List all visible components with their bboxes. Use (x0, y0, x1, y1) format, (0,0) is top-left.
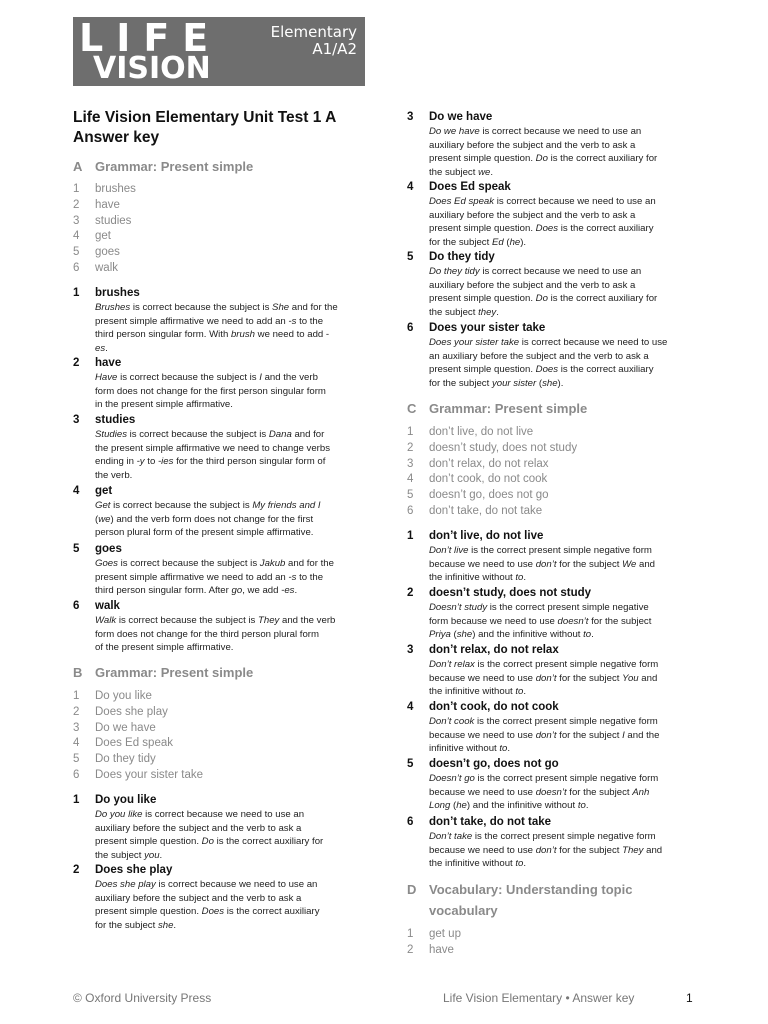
explanation-line: infinitive without to. (429, 743, 511, 754)
explanation-heading (407, 700, 697, 715)
explanation-item (407, 586, 697, 642)
answer-item (73, 768, 203, 784)
explanation-heading (407, 586, 697, 601)
answer-text: Does your sister take (95, 768, 204, 781)
section-title-line2: vocabulary (429, 903, 498, 918)
explanation-answer: Does your sister take (429, 322, 546, 334)
answer-text: brushes (95, 183, 136, 195)
answer-item (407, 425, 577, 441)
explanation-number: 4 (407, 701, 414, 713)
explanation-number: 3 (407, 111, 414, 123)
explanation-line: Brushes is correct because the subject is She and for the (95, 302, 338, 313)
explanation-item (407, 110, 697, 179)
explanation-heading (407, 250, 697, 265)
explanation-line: present simple affirmative we need to add an -s to the (95, 315, 324, 327)
explanation-item (407, 700, 697, 756)
explanation-line: Get is correct because the subject is My friends and I (95, 500, 321, 511)
answer-item (73, 705, 203, 721)
footer-book-title: Life Vision Elementary • Answer key (443, 991, 635, 1005)
explanation-heading (73, 356, 373, 371)
explanation-item (73, 413, 373, 482)
section-title: Grammar: Present simple (429, 401, 588, 416)
explanation-line: the infinitive without to. (429, 858, 527, 869)
answer-text: don’t relax, do not relax (429, 457, 549, 470)
explanation-item (407, 529, 697, 585)
explanation-line: Goes is correct because the subject is Jakub and for the (95, 558, 334, 569)
explanation-line: Don’t cook is the correct present simple negative form (429, 716, 658, 727)
explanation-answer: doesn’t study, does not study (429, 587, 592, 599)
explanation-number: 2 (407, 587, 414, 599)
explanation-line: the subject we. (429, 166, 494, 178)
explanation-line: present simple question. Does is the correct auxiliary (429, 223, 654, 234)
explanation-line: in the present simple affirmative. (95, 399, 233, 410)
section-b-heading (73, 662, 253, 683)
explanation-answer: don’t take, do not take (429, 816, 552, 828)
explanation-answer: studies (95, 414, 136, 426)
explanation-heading (73, 863, 373, 878)
explanation-number: 5 (407, 251, 414, 263)
explanation-line: Don’t relax is the correct present simple negative form (429, 659, 659, 670)
explanation-line: Priya (she) and the infinitive without to. (429, 629, 594, 640)
explanation-line: ending in -y to -ies for the third person singular form of (95, 456, 326, 467)
section-letter: D (407, 882, 417, 897)
explanation-line: Do we have is correct because we need to use an (429, 126, 642, 137)
answer-number: 2 (73, 198, 80, 211)
explanation-line: Doesn’t study is the correct present simple negative (429, 602, 649, 613)
explanation-line: Do they tidy is correct because we need to use an (429, 266, 642, 277)
answer-text: get (95, 230, 111, 243)
explanation-answer: don’t cook, do not cook (429, 701, 559, 713)
explanation-line: Does Ed speak is correct because we need to use an (429, 196, 656, 207)
logo-word-vision: VISION (93, 51, 211, 86)
explanation-line: the present simple affirmative we need to change verbs (95, 442, 330, 454)
answer-item (73, 198, 136, 214)
explanation-text (429, 336, 697, 390)
life-vision-logo (73, 17, 365, 86)
section-d-answer-list (407, 927, 461, 959)
answer-text: don’t live, do not live (429, 426, 534, 438)
explanation-line: of the present simple affirmative. (95, 642, 234, 653)
explanation-number: 6 (73, 600, 80, 612)
section-title (429, 879, 632, 921)
answer-number: 2 (407, 943, 414, 956)
explanation-line: the subject they. (429, 306, 499, 318)
explanation-line: form does not change for the third person plural form (95, 628, 319, 640)
section-letter: B (73, 665, 83, 680)
answer-text: Do they tidy (95, 753, 156, 766)
explanation-answer: don’t live, do not live (429, 530, 544, 542)
explanation-line: auxiliary before the subject and the verb to ask a (429, 139, 636, 151)
explanation-answer: Do you like (95, 794, 157, 806)
explanation-number: 4 (407, 181, 414, 193)
explanation-answer: Does Ed speak (429, 181, 511, 193)
answer-number: 5 (73, 753, 80, 766)
explanation-item (407, 321, 697, 390)
explanation-line: auxiliary before the subject and the verb to ask a (95, 892, 302, 904)
explanation-line: (we) and the verb form does not change for the first (95, 513, 314, 525)
section-b-answer-list (73, 689, 203, 784)
answer-text: Does Ed speak (95, 737, 173, 750)
explanation-line: for the subject she. (95, 919, 177, 931)
answer-item (407, 943, 461, 959)
answer-number: 3 (73, 214, 80, 227)
document-title-line1: Life Vision Elementary Unit Test 1 A (73, 109, 337, 126)
explanation-number: 1 (73, 287, 80, 299)
answer-number: 2 (407, 441, 414, 454)
explanation-number: 2 (73, 357, 80, 369)
explanation-line: form because we need to use doesn’t for the subject (429, 615, 652, 627)
answer-number: 6 (73, 261, 80, 274)
explanation-number: 6 (407, 816, 414, 828)
explanation-line: for the subject Ed (he). (429, 236, 527, 248)
explanation-answer: Do they tidy (429, 251, 495, 263)
explanation-heading (73, 599, 373, 614)
explanation-line: the infinitive without to. (429, 686, 527, 697)
document-title (73, 108, 373, 148)
explanation-text (95, 614, 373, 655)
answer-item (73, 182, 136, 198)
answer-text: goes (95, 246, 120, 259)
answer-item (73, 245, 136, 261)
answer-item (73, 261, 136, 277)
section-title-line1: Vocabulary: Understanding topic (429, 882, 633, 897)
answer-item (73, 752, 203, 768)
explanation-item (73, 484, 373, 540)
explanation-text (429, 195, 697, 249)
answer-item (407, 927, 461, 943)
explanation-item (73, 793, 373, 862)
explanation-text (95, 428, 373, 482)
explanation-line: present simple question. Do is the correct auxiliary for (95, 836, 324, 847)
explanation-heading (407, 529, 697, 544)
explanation-line: because we need to use don’t for the subject You and (429, 672, 658, 684)
explanation-answer: Do we have (429, 111, 493, 123)
answer-text: Do we have (95, 721, 156, 734)
explanation-number: 5 (407, 758, 414, 770)
section-d-heading (407, 879, 632, 921)
section-c-answer-list (407, 425, 577, 520)
explanation-line: for the subject your sister (she). (429, 377, 564, 389)
explanation-line: Studies is correct because the subject is Dana and for (95, 429, 325, 440)
explanation-line: es. (95, 342, 108, 354)
logo-level-name: Elementary (270, 23, 357, 41)
logo-level-code: A1/A2 (312, 40, 357, 58)
explanation-answer: brushes (95, 287, 140, 299)
explanation-line: Walk is correct because the subject is They and the verb (95, 615, 336, 626)
explanation-heading (407, 321, 697, 336)
explanation-line: present simple question. Do is the correct auxiliary for (429, 153, 658, 164)
answer-number: 6 (407, 504, 414, 517)
explanation-line: third person singular form. After go, we add -es. (95, 585, 298, 596)
explanation-text (95, 371, 373, 412)
answer-number: 1 (73, 183, 80, 195)
explanation-item (407, 757, 697, 813)
section-a-heading (73, 156, 253, 177)
explanation-line: Long (he) and the infinitive without to. (429, 800, 589, 811)
answer-number: 1 (73, 690, 80, 702)
explanation-heading (73, 286, 373, 301)
explanation-item (73, 356, 373, 412)
explanation-line: because we need to use don’t for the subject We and (429, 558, 655, 570)
explanation-text (429, 544, 697, 585)
explanation-line: the verb. (95, 469, 133, 481)
explanation-line: Don’t take is the correct present simple negative form (429, 831, 656, 842)
answer-number: 1 (407, 426, 414, 438)
explanation-heading (73, 542, 373, 557)
answer-item (73, 721, 203, 737)
explanation-line: auxiliary before the subject and the verb to ask a (429, 209, 636, 221)
explanation-answer: walk (95, 600, 120, 612)
explanation-heading (407, 180, 697, 195)
explanation-line: the subject you. (95, 849, 163, 861)
section-title: Grammar: Present simple (95, 665, 254, 680)
answer-number: 1 (407, 928, 414, 940)
explanation-answer: have (95, 357, 122, 369)
answer-item (407, 472, 577, 488)
explanation-line: auxiliary before the subject and the verb to ask a (95, 822, 302, 834)
explanation-number: 1 (407, 530, 414, 542)
explanation-line: Do you like is correct because we need to use an (95, 809, 305, 820)
explanation-answer: goes (95, 543, 122, 555)
explanation-heading (407, 757, 697, 772)
explanation-line: form does not change for the first person singular form (95, 385, 326, 397)
answer-item (407, 457, 577, 473)
answer-number: 5 (407, 489, 414, 502)
explanation-text (95, 301, 373, 355)
explanation-text (429, 265, 697, 319)
answer-text: walk (95, 261, 119, 274)
explanation-line: Doesn’t go is the correct present simple negative form (429, 773, 659, 784)
page-number: 1 (686, 991, 693, 1005)
explanation-line: Don’t live is the correct present simple negative form (429, 545, 652, 556)
answer-item (73, 214, 136, 230)
logo-level (271, 24, 357, 58)
explanation-line: because we need to use don’t for the subject They and (429, 844, 663, 856)
answer-text: don’t take, do not take (429, 504, 543, 517)
answer-number: 4 (407, 473, 414, 486)
explanation-text (429, 772, 697, 813)
answer-text: Do you like (95, 690, 152, 702)
answer-item (407, 441, 577, 457)
explanation-number: 5 (73, 543, 80, 555)
answer-number: 3 (407, 457, 414, 470)
explanation-number: 6 (407, 322, 414, 334)
explanation-line: Does your sister take is correct because we need to use (429, 337, 668, 348)
explanation-line: Have is correct because the subject is I and the verb (95, 372, 318, 383)
explanation-line: person plural form of the present simple affirmative. (95, 527, 314, 538)
explanation-item (73, 863, 373, 932)
answer-number: 6 (73, 768, 80, 781)
explanation-text (95, 499, 373, 540)
explanation-line: an auxiliary before the subject and the verb to ask a (429, 350, 649, 362)
answer-text: have (95, 198, 120, 211)
explanation-number: 3 (73, 414, 80, 426)
answer-item (407, 504, 577, 520)
answer-text: don’t cook, do not cook (429, 473, 548, 486)
explanation-line: present simple question. Does is the correct auxiliary (429, 364, 654, 375)
answer-item (73, 229, 136, 245)
explanation-heading (407, 815, 697, 830)
explanation-number: 2 (73, 864, 80, 876)
explanation-item (73, 542, 373, 598)
explanation-answer: doesn’t go, does not go (429, 758, 559, 770)
answer-item (73, 736, 203, 752)
explanation-text (429, 830, 697, 871)
explanation-item (73, 599, 373, 655)
answer-text: Does she play (95, 705, 168, 718)
footer-copyright: © Oxford University Press (73, 991, 212, 1005)
explanation-line: because we need to use doesn’t for the subject Anh (429, 786, 650, 798)
explanation-item (407, 250, 697, 319)
answer-number: 5 (73, 246, 80, 259)
explanation-number: 1 (73, 794, 80, 806)
answer-text: get up (429, 928, 461, 940)
section-title: Grammar: Present simple (95, 159, 254, 174)
section-letter: C (407, 401, 417, 416)
answer-number: 4 (73, 737, 80, 750)
answer-item (407, 488, 577, 504)
explanation-item (73, 286, 373, 355)
section-letter: A (73, 159, 83, 174)
explanation-text (429, 715, 697, 756)
explanation-answer: get (95, 485, 113, 497)
section-a-answer-list (73, 182, 136, 277)
explanation-line: the infinitive without to. (429, 572, 527, 583)
answer-text: doesn’t go, does not go (429, 489, 549, 502)
explanation-line: auxiliary before the subject and the verb to ask a (429, 279, 636, 291)
explanation-text (429, 125, 697, 179)
explanation-heading (73, 793, 373, 808)
logo-word-life: LIFE (79, 17, 222, 60)
explanation-heading (73, 413, 373, 428)
answer-number: 3 (73, 721, 80, 734)
explanation-heading (407, 643, 697, 658)
explanation-item (407, 180, 697, 249)
explanation-item (407, 815, 697, 871)
explanation-text (429, 601, 697, 642)
explanation-answer: don’t relax, do not relax (429, 644, 559, 656)
explanation-text (95, 878, 373, 932)
explanation-line: Does she play is correct because we need to use an (95, 879, 318, 890)
explanation-number: 4 (73, 485, 80, 497)
explanation-line: because we need to use don’t for the subject I and the (429, 729, 660, 741)
answer-text: studies (95, 214, 132, 227)
explanation-line: present simple question. Do is the correct auxiliary for (429, 293, 658, 304)
explanation-text (95, 557, 373, 598)
explanation-line: present simple question. Does is the correct auxiliary (95, 906, 320, 917)
explanation-item (407, 643, 697, 699)
explanation-heading (73, 484, 373, 499)
explanation-line: third person singular form. With brush we need to add - (95, 329, 330, 340)
explanation-text (95, 808, 373, 862)
explanation-text (429, 658, 697, 699)
document-title-line2: Answer key (73, 129, 160, 146)
answer-item (73, 689, 203, 705)
explanation-answer: Does she play (95, 864, 173, 876)
answer-number: 2 (73, 705, 80, 718)
explanation-heading (407, 110, 697, 125)
explanation-line: present simple affirmative we need to add an -s to the (95, 571, 324, 583)
answer-text: have (429, 943, 454, 956)
answer-number: 4 (73, 230, 80, 243)
answer-text: doesn’t study, does not study (429, 441, 578, 454)
explanation-number: 3 (407, 644, 414, 656)
section-c-heading (407, 398, 587, 419)
